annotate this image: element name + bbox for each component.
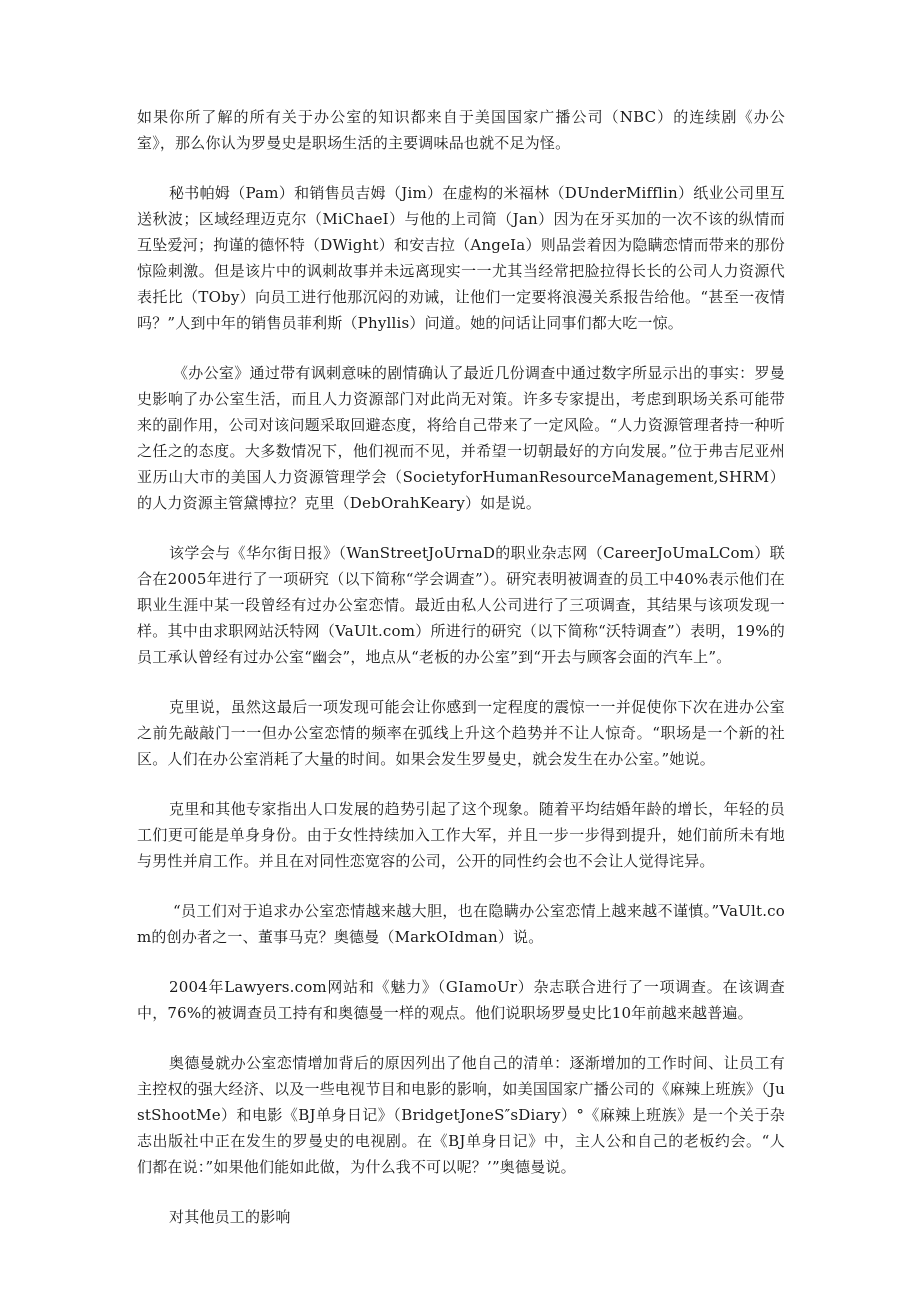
paragraph-demographics: 克里和其他专家指出人口发展的趋势引起了这个现象。随着平均结婚年龄的增长，年轻的员工们更可能是单身身份。由于女性持续加入工作大军，并且一步一步得到提升，她们前所未有地与男性并肩工作。并且在对同性恋宽容的公司，公开的同性约会也不会让人觉得诧异。: [137, 800, 785, 870]
paragraph-keary-quote: 克里说，虽然这最后一项发现可能会让你感到一定程度的震惊一一并促使你下次在进办公室之前先敲敲门一一但办公室恋情的频率在弧线上升这个趋势并不让人惊奇。“职场是一个新的社区。人们在办公室消耗了大量的时间。如果会发生罗曼史，就会发生在办公室。”她说。: [137, 698, 785, 768]
paragraph-survey-facts: 《办公室》通过带有讽刺意味的剧情确认了最近几份调查中通过数字所显示出的事实：罗曼史影响了办公室生活，而且人力资源部门对此尚无对策。许多专家提出，考虑到职场关系可能带来的副作用，公司对该问题采取回避态度，将给自己带来了一定风险。“人力资源管理者持一种听之任之的态度。大多数情况下，他们视而不见，并希望一切朝最好的方向发展。”位于弗吉尼亚州亚历山大市的美国人力资源管理学会（SocietyforHumanResourceManagement,SHRM）的人力资源主管黛博拉？克里（DebOrahKeary）如是说。: [137, 364, 785, 512]
paragraph-intro: 如果你所了解的所有关于办公室的知识都来自于美国国家广播公司（NBC）的连续剧《办公室》，那么你认为罗曼史是职场生活的主要调味品也就不足为怪。: [137, 108, 785, 152]
paragraph-lawyers-survey: 2004年Lawyers.com网站和《魅力》（GIamoUr）杂志联合进行了一项调查。在该调查中，76%的被调查员工持有和奥德曼一样的观点。他们说职场罗曼史比10年前越来越普遍。: [137, 978, 785, 1022]
paragraph-shrm-study: 该学会与《华尔街日报》（WanStreetJoUrnaD的职业杂志网（CareerJoUmaLCom）联合在2005年进行了一项研究（以下简称“学会调查”）。研究表明被调查的员工中40%表示他们在职业生涯中某一段曾经有过办公室恋情。最近由私人公司进行了三项调查，其结果与该项发现一样。其中由求职网站沃特网（VaUlt.com）所进行的研究（以下简称“沃特调查”）表明，19%的员工承认曾经有过办公室“幽会”，地点从“老板的办公室”到“开去与顾客会面的汽车上”。: [137, 544, 785, 666]
paragraph-oldman-reasons: 奥德曼就办公室恋情增加背后的原因列出了他自己的清单：逐渐增加的工作时间、让员工有主控权的强大经济、以及一些电视节目和电影的影响，如美国国家广播公司的《麻辣上班族》（JustShootMe）和电影《BJ单身日记》（BridgetJoneS″sDiary）°《麻辣上班族》是一个关于杂志出版社中正在发生的罗曼史的电视剧。在《BJ单身日记》中，主人公和自己的老板约会。“人们都在说：”如果他们能如此做，为什么我不可以呢？’”奥德曼说。: [137, 1054, 785, 1176]
document-body: [137, 104, 785, 1254]
paragraph-office-characters: 秘书帕姆（Pam）和销售员吉姆（Jim）在虚构的米福林（DUnderMifflin）纸业公司里互送秋波；区域经理迈克尔（MiChaeI）与他的上司简（Jan）因为在牙买加的一次不该的纵情而互坠爱河；拘谨的德怀特（DWight）和安吉拉（AngeIa）则品尝着因为隐瞒恋情而带来的那份惊险刺激。但是该片中的讽刺故事并未远离现实一一尤其当经常把脸拉得长长的公司人力资源代表托比（TOby）向员工进行他那沉闷的劝诫，让他们一定要将浪漫关系报告给他。“甚至一夜情吗？”人到中年的销售员菲利斯（Phyllis）问道。她的问话让同事们都大吃一惊。: [137, 184, 785, 332]
paragraph-oldman-quote: “员工们对于追求办公室恋情越来越大胆，也在隐瞒办公室恋情上越来越不谨慎。”VaUlt.com的创办者之一、董事马克？奥德曼（MarkOIdman）说。: [137, 902, 785, 946]
section-heading-impact: 对其他员工的影响: [169, 1208, 291, 1226]
